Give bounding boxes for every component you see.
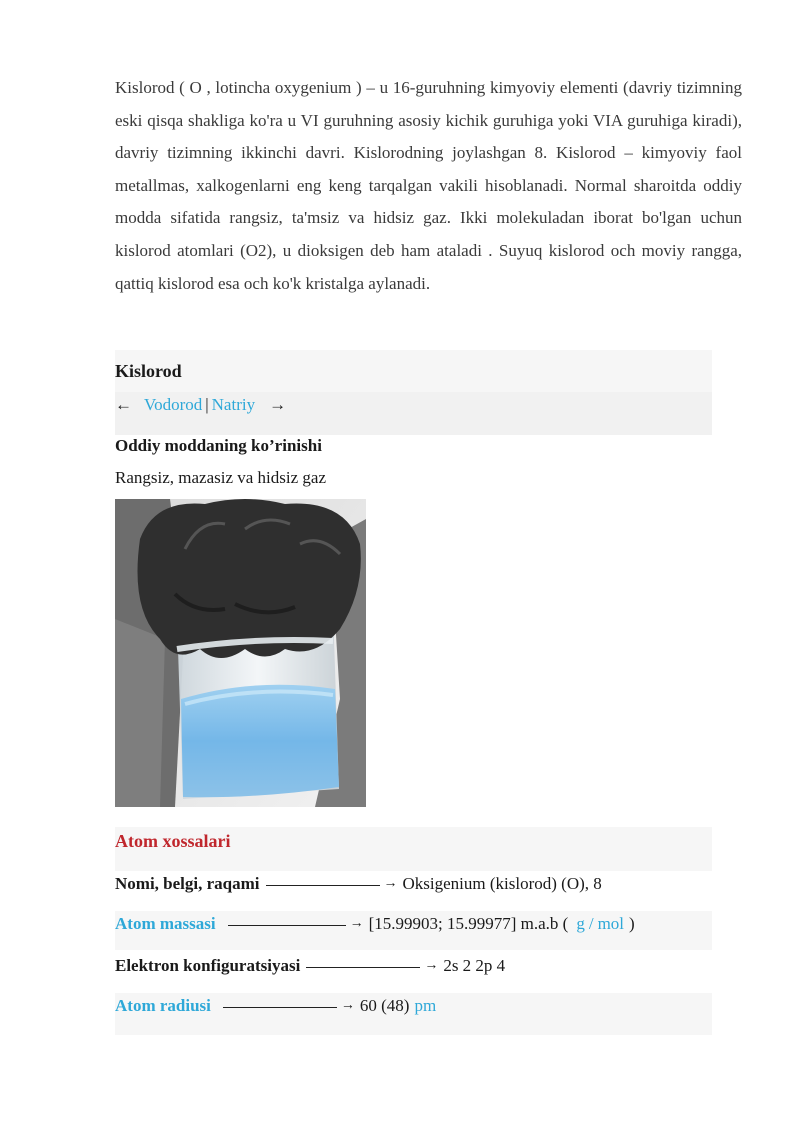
unit-link-g[interactable]: g — [576, 914, 585, 933]
appearance-heading — [115, 433, 712, 459]
arrow-right-icon: → — [340, 998, 355, 1013]
liquid-oxygen-illustration — [115, 499, 366, 807]
nav-link-natriy[interactable]: Natriy — [211, 395, 256, 414]
infobox-title — [115, 350, 712, 392]
arrow-right-icon: → — [349, 916, 364, 931]
property-label: Elektron konfiguratsiyasi — [115, 956, 301, 975]
arrow-right-icon: → — [383, 876, 398, 891]
property-row-radius — [115, 993, 712, 1019]
atom-properties-heading-text: Atom xossalari — [115, 830, 231, 851]
leader-line — [266, 885, 380, 886]
property-label-link[interactable]: Atom massasi — [115, 914, 216, 933]
atom-properties-heading — [115, 827, 712, 855]
unit-link-pm[interactable]: pm — [414, 996, 437, 1015]
unit-link-mol[interactable]: mol — [597, 914, 625, 933]
intro-paragraph: Kislorod ( O , lotincha oxygenium ) – u 16-guruhning kimyoviy elementi (davriy tizimning eski qisqa shakliga ko'ra u VI guruhning asosiy kichik guruhiga yoki VIA guruhiga kiradi), davriy tizimning ikkinchi davri. Kislorodning joylashgan 8. Kislorod – kimyoviy faol metallmas, xalkogenlarni eng keng tarqalgan vakili hisoblanadi. Normal sharoitda oddiy modda sifatida rangsiz, ta'msiz va hidsiz gaz. Ikki molekuladan iborat bo'lgan uchun kislorod atomlari (O2), u dioksigen deb ham ataladi . Suyuq kislorod och moviy rangga, qattiq kislorod esa och ko'k kristalga aylanadi. — [115, 78, 742, 293]
leader-line — [306, 967, 420, 968]
arrow-right-icon: → — [424, 958, 439, 973]
property-value: 60 (48) — [359, 996, 410, 1015]
property-label: Nomi, belgi, raqami — [115, 874, 260, 893]
appearance-heading-text: Oddiy moddaning ko’rinishi — [115, 436, 322, 455]
leader-line — [223, 1007, 337, 1008]
prev-arrow-icon: ← — [115, 395, 132, 414]
value-end: ) — [629, 914, 635, 933]
property-value: 2s 2 2p 4 — [443, 956, 506, 975]
nav-separator: | — [205, 395, 209, 414]
property-row-mass — [115, 911, 712, 937]
unit-separator: / — [588, 914, 594, 933]
leader-line — [228, 925, 346, 926]
property-row-name — [115, 871, 712, 897]
nav-link-vodorod[interactable]: Vodorod — [144, 395, 203, 414]
next-arrow-icon: → — [269, 395, 287, 414]
infobox-title-text: Kislorod — [115, 360, 182, 381]
property-value: Oksigenium (kislorod) (O), 8 — [402, 874, 602, 893]
appearance-text — [115, 465, 712, 491]
property-label-link[interactable]: Atom radiusi — [115, 996, 211, 1015]
appearance-text-value: Rangsiz, mazasiz va hidsiz gaz — [115, 468, 327, 487]
property-value: [15.99903; 15.99977] m.a.b ( — [368, 914, 569, 933]
liquid-oxygen-photo — [115, 499, 366, 807]
element-nav — [115, 392, 712, 418]
property-row-config — [115, 953, 712, 979]
